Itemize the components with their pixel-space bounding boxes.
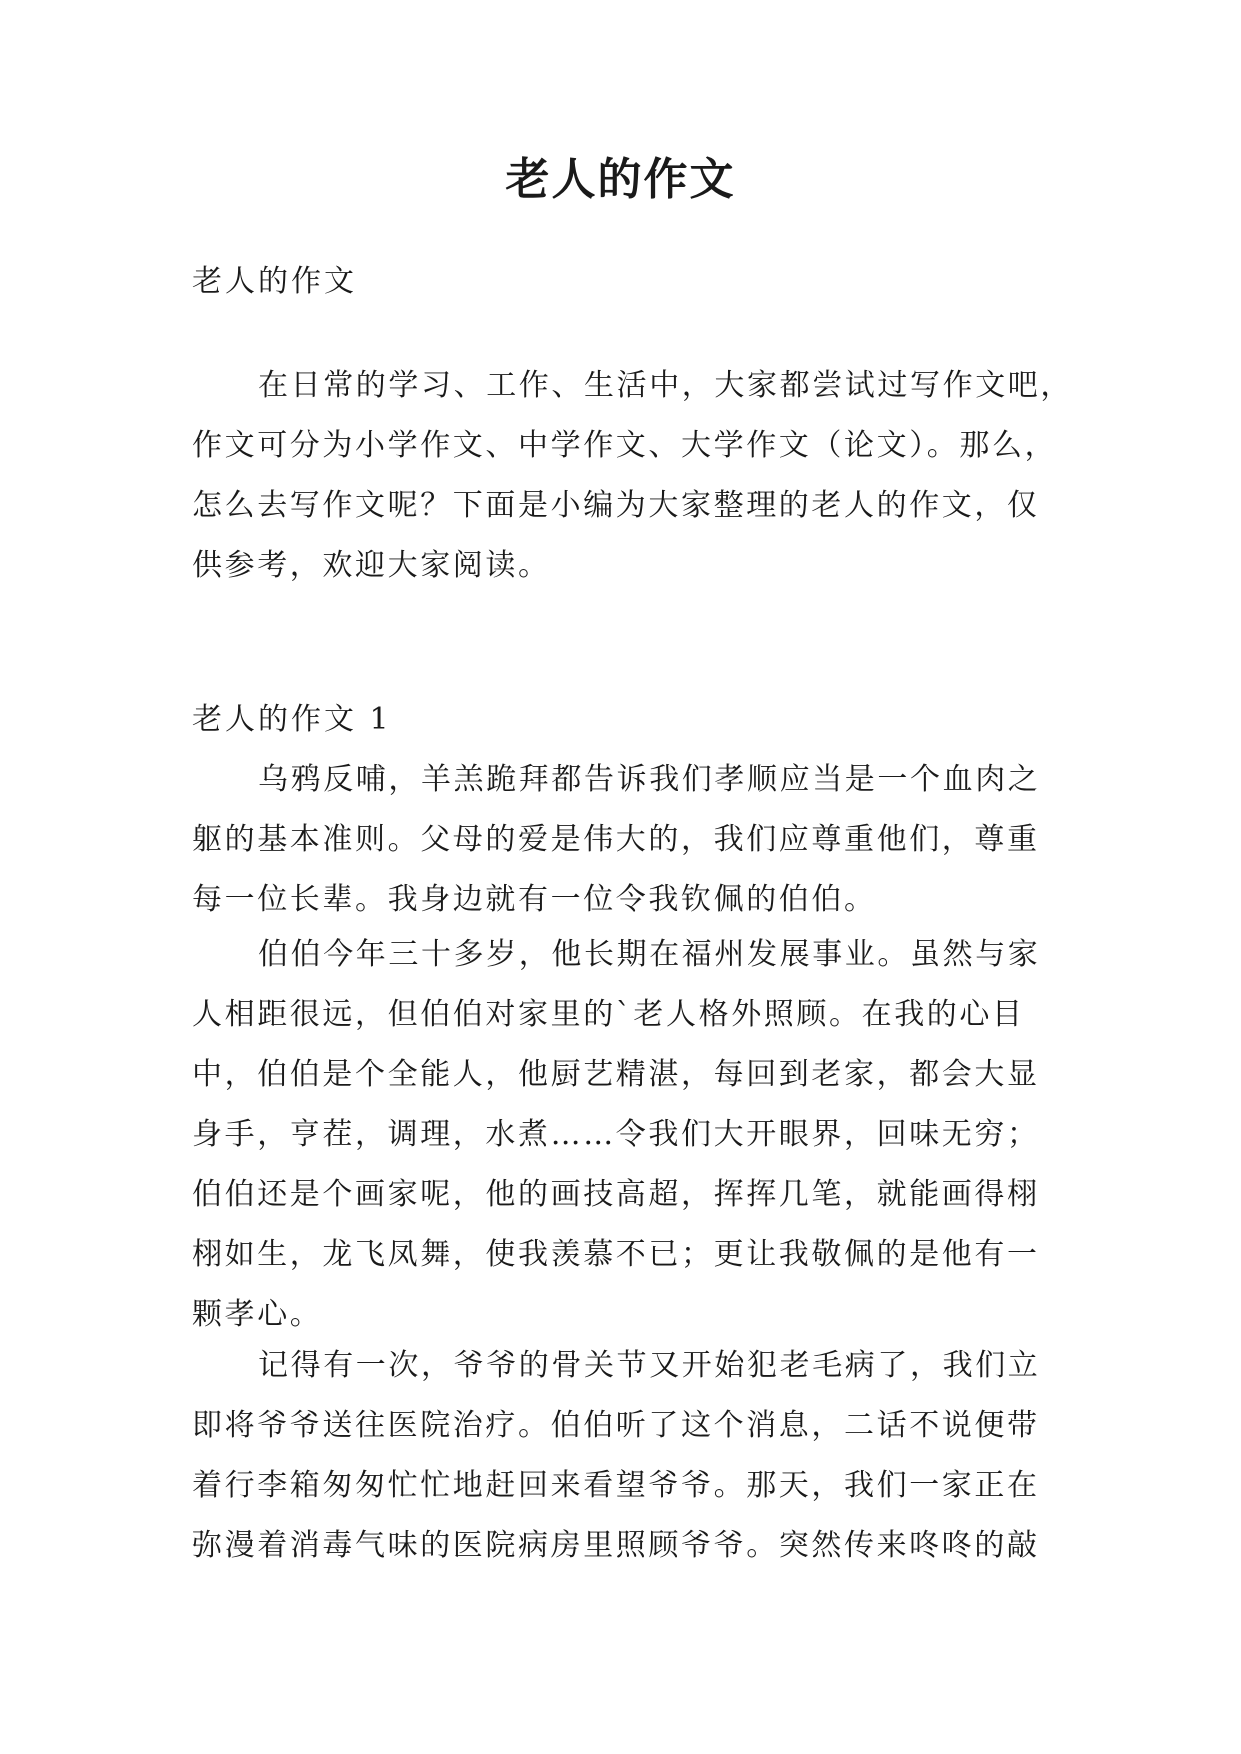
paragraph-line: 中，伯伯是个全能人，他厨艺精湛，每回到老家，都会大显 <box>192 1057 1040 1092</box>
paragraph-line: 记得有一次，爷爷的骨关节又开始犯老毛病了，我们立 <box>258 1348 1041 1383</box>
paragraph-line: 身手，亨茬，调理，水煮……令我们大开眼界，回味无穷； <box>192 1117 1040 1152</box>
paragraph-line: 人相距很远，但伯伯对家里的`老人格外照顾。在我的心目 <box>192 997 1025 1032</box>
paragraph-line: 躯的基本准则。父母的爱是伟大的，我们应尊重他们，尊重 <box>192 822 1040 857</box>
paragraph-2 <box>192 925 1072 1345</box>
section-heading: 老人的作文 1 <box>192 702 392 737</box>
paragraph-line: 伯伯今年三十多岁，他长期在福州发展事业。虽然与家 <box>258 937 1041 972</box>
paragraph-line: 每一位长辈。我身边就有一位令我钦佩的伯伯。 <box>192 882 877 917</box>
document-title: 老人的作文 <box>505 154 736 205</box>
paragraph-line: 栩如生，龙飞凤舞，使我羡慕不已；更让我敬佩的是他有一 <box>192 1237 1040 1272</box>
document-subtitle: 老人的作文 <box>192 264 357 299</box>
paragraph-line: 着行李箱匆匆忙忙地赶回来看望爷爷。那天，我们一家正在 <box>192 1468 1040 1503</box>
paragraph-line: 颗孝心。 <box>192 1297 323 1332</box>
paragraph-line: 在日常的学习、工作、生活中，大家都尝试过写作文吧， <box>258 368 1073 403</box>
paragraph-line: 即将爷爷送往医院治疗。伯伯听了这个消息，二话不说便带 <box>192 1408 1040 1443</box>
paragraph-line: 伯伯还是个画家呢，他的画技高超，挥挥几笔，就能画得栩 <box>192 1177 1040 1212</box>
paragraph-3 <box>192 1336 1072 1576</box>
paragraph-line: 怎么去写作文呢？下面是小编为大家整理的老人的作文，仅 <box>192 488 1040 523</box>
paragraph-line: 弥漫着消毒气味的医院病房里照顾爷爷。突然传来咚咚的敲 <box>192 1528 1040 1563</box>
intro-paragraph <box>192 356 1072 596</box>
paragraph-line: 乌鸦反哺，羊羔跪拜都告诉我们孝顺应当是一个血肉之 <box>258 762 1041 797</box>
paragraph-line: 作文可分为小学作文、中学作文、大学作文（论文）。那么， <box>192 428 1058 463</box>
paragraph-1 <box>192 750 1072 930</box>
paragraph-line: 供参考，欢迎大家阅读。 <box>192 548 551 583</box>
